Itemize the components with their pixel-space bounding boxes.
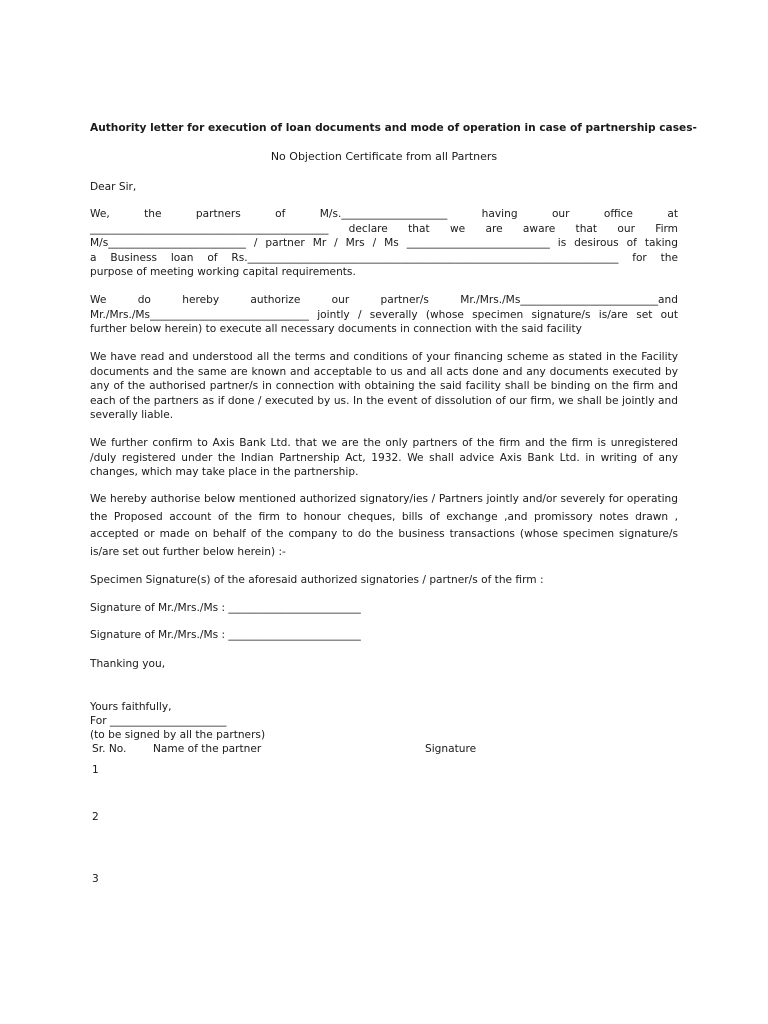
paragraph-authorization: [90, 293, 678, 337]
paragraph-terms-acknowledgement: We have read and understood all the terms and conditions of your financing scheme as stated in the Facility documents and the same are known and acceptable to us and all acts done and any documents executed by any of the authorised partner/s in connection with obtaining the said facility shall be binding on the firm and each of the partners as if done / executed by us. In the event of dissolution of our firm, we shall be jointly and severally liable.: [90, 351, 678, 421]
table-row-number: 1: [92, 764, 99, 776]
table-row-number: 3: [92, 873, 99, 885]
paragraph-line: a Business loan of Rs.______________________________________________________________________ for the: [90, 251, 678, 264]
letter-subtitle: No Objection Certificate from all Partners: [270, 150, 498, 163]
signed-by-partners-note: (to be signed by all the partners): [90, 729, 266, 741]
signature-line-1: Signature of Mr./Mrs./Ms : _________________________: [90, 602, 361, 614]
paragraph-line: Mr./Mrs./Ms______________________________ jointly / severally (whose specimen signature/s is/are set out: [90, 308, 678, 321]
paragraph-line: We, the partners of M/s.____________________ having our office at: [90, 208, 678, 220]
table-row-number: 2: [92, 811, 99, 823]
letter-title: Authority letter for execution of loan documents and mode of operation in case of partnership cases-: [90, 122, 697, 134]
salutation: Dear Sir,: [90, 181, 137, 193]
specimen-signature-intro: Specimen Signature(s) of the aforesaid authorized signatories / partner/s of the firm :: [90, 574, 544, 586]
table-header-partner-name: Name of the partner: [153, 743, 262, 755]
paragraph-partnership-confirmation: We further confirm to Axis Bank Ltd. that we are the only partners of the firm and the firm is unregistered /duly registered under the Indian Partnership Act, 1932. We shall advice Axis Bank Ltd. in writing of any changes, which may take place in the partnership.: [90, 437, 678, 478]
paragraph-partners-declaration: [90, 207, 678, 280]
closing-yours-faithfully: Yours faithfully,: [90, 701, 172, 713]
paragraph-line: purpose of meeting working capital requirements.: [90, 266, 356, 278]
paragraph-line: M/s__________________________ / partner Mr / Mrs / Ms ___________________________ is desirous of taking: [90, 237, 678, 249]
table-header-signature: Signature: [425, 743, 477, 755]
signature-line-2: Signature of Mr./Mrs./Ms : _________________________: [90, 629, 361, 641]
paragraph-line: _____________________________________________ declare that we are aware that our Firm: [90, 222, 678, 235]
closing-thanks: Thanking you,: [90, 658, 166, 670]
for-firm-line: For ______________________: [90, 715, 227, 727]
paragraph-line: We do hereby authorize our partner/s Mr./Mrs./Ms__________________________and: [90, 294, 678, 306]
table-header-sr-no: Sr. No.: [92, 743, 127, 755]
paragraph-line: further below herein) to execute all necessary documents in connection with the said facility: [90, 323, 582, 335]
paragraph-signatory-authorisation: We hereby authorise below mentioned authorized signatory/ies / Partners jointly and/or severely for operating the Proposed account of the firm to honour cheques, bills of exchange ,and promissory notes drawn , accepted or made on behalf of the company to do the business transactions (whose specimen signature/s is/are set out further below herein) :-: [90, 493, 678, 558]
